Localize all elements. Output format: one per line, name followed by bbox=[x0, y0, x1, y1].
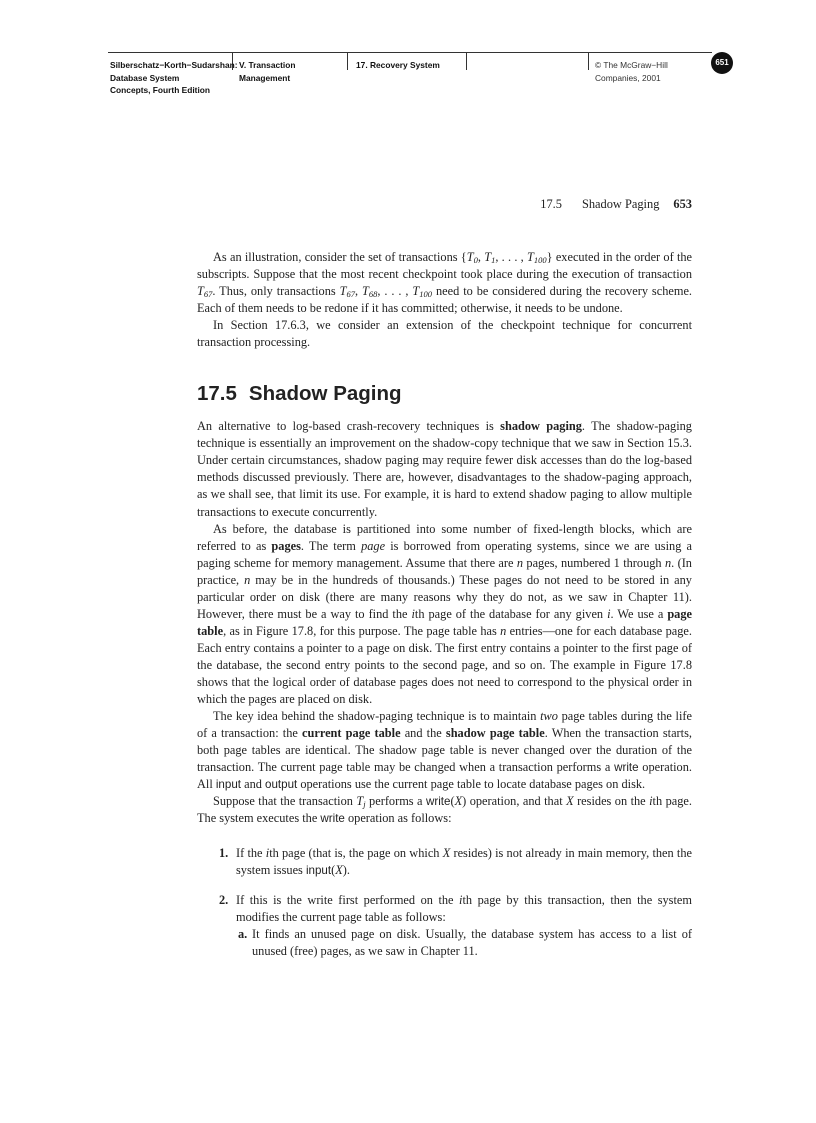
list-item-text: If this is the write first performed on the ith page by this transaction, then the system modifies the current page table as follows: bbox=[236, 892, 692, 924]
sub-steps-list bbox=[236, 926, 692, 960]
running-header bbox=[108, 52, 712, 112]
header-divider bbox=[347, 52, 348, 70]
header-divider bbox=[466, 52, 467, 70]
list-item bbox=[197, 892, 692, 960]
header-copyright bbox=[595, 59, 668, 84]
header-book-info bbox=[110, 59, 238, 97]
page-badge: 651 bbox=[711, 52, 733, 74]
list-item-label: 1. bbox=[219, 846, 229, 861]
running-head-section-number: 17.5 bbox=[540, 197, 562, 211]
header-copyright-line2: Companies, 2001 bbox=[595, 72, 661, 83]
paragraph: In Section 17.6.3, we consider an extension of the checkpoint technique for concurrent transaction processing. bbox=[197, 318, 692, 350]
header-rule bbox=[108, 52, 712, 53]
sub-list-item-label: a. bbox=[238, 926, 248, 941]
list-item bbox=[197, 845, 692, 879]
paragraph: As an illustration, consider the set of transactions {$T_0$, $T_1$, . . . , $T_{100}$} executed in the order of the subscripts. Suppose that the most recent checkpoint took place during the execution of transaction $T_{67}$. Thus, only transactions $T_{67}$, $T_{68}$, . . . , $T_{100}$ need to be considered during the recovery scheme. Each of them needs to be redone if it has committed; otherwise, it needs to be undone. bbox=[197, 250, 693, 316]
section-title: Shadow Paging bbox=[248, 382, 402, 406]
paragraph: As before, the database is partitioned into some number of fixed-length blocks, which are referred to as pages. The term page is borrowed from operating systems, since we are using a paging scheme for memory management. Assume that there are n pages, numbered 1 through n. (In practice, n may be in the hundreds of thousands.) These pages do not need to be stored in any particular order on disk (there are many reasons why they do not, as we saw in Chapter 11). However, there must be a way to find the ith page of the database for any given i. We use a page table, as in Figure 17.8, for this purpose. The page table has n entries—one for each database page. Each entry contains a pointer to a page on disk. The first entry contains a pointer to the first page of the database, the second entry points to the second page, and so on. The example in Figure 17.8 shows that the logical order of database pages does not need to correspond to the physical order in which the pages are placed on disk. bbox=[197, 521, 692, 707]
running-head-page-number: 653 bbox=[673, 197, 692, 211]
paragraph: The key idea behind the shadow-paging technique is to maintain two page tables during the life of a transaction: the current page table and the shadow page table. When the transaction starts, both page tables are identical. The shadow page table is never changed over the duration of the transaction. The current page table may be changed when a transaction performs a write operation. All input and output operations use the current page table to locate database pages on disk. bbox=[197, 709, 692, 792]
list-item-text: If the ith page (that is, the page on which X resides) is not already in main memory, then the system issues input(X). bbox=[236, 846, 692, 878]
header-authors: Silberschatz−Korth−Sudarshan: bbox=[110, 60, 238, 70]
section-number: 17.5 bbox=[197, 382, 237, 406]
running-head-section-title: Shadow Paging bbox=[581, 197, 660, 211]
header-divider bbox=[588, 52, 589, 70]
header-copyright-line1: © The McGraw−Hill bbox=[595, 60, 668, 70]
section-heading bbox=[197, 382, 692, 406]
sub-list-item-text: It finds an unused page on disk. Usually, the database system has access to a list of unused (free) pages, as we saw in Chapter 11. bbox=[252, 926, 692, 958]
running-head bbox=[200, 197, 692, 212]
page-body bbox=[197, 249, 692, 972]
header-part-line1: V. Transaction bbox=[239, 60, 296, 70]
header-part-line2: Management bbox=[239, 72, 291, 83]
sub-list-item bbox=[236, 926, 692, 960]
paragraph: Suppose that the transaction $T_j$ performs a write(X) operation, and that X resides on the ith page. The system executes the write operation as follows: bbox=[197, 794, 692, 826]
header-edition: Concepts, Fourth Edition bbox=[110, 85, 211, 95]
header-chapter: 17. Recovery System bbox=[356, 60, 440, 70]
write-steps-list bbox=[197, 845, 692, 959]
header-book-title: Database System bbox=[110, 72, 180, 83]
paragraph: An alternative to log-based crash-recovery techniques is shadow paging. The shadow-paging technique is essentially an improvement on the shadow-copy technique that we saw in Section 15.3. Under certain circumstances, shadow paging may require fewer disk accesses than do the log-based methods discussed previously. There are, however, disadvantages to the shadow-paging approach, as we shall see, that limit its use. For example, it is hard to extend shadow paging to allow multiple transactions to execute concurrently. bbox=[197, 419, 692, 519]
header-part bbox=[239, 59, 295, 84]
list-item-label: 2. bbox=[219, 892, 229, 907]
